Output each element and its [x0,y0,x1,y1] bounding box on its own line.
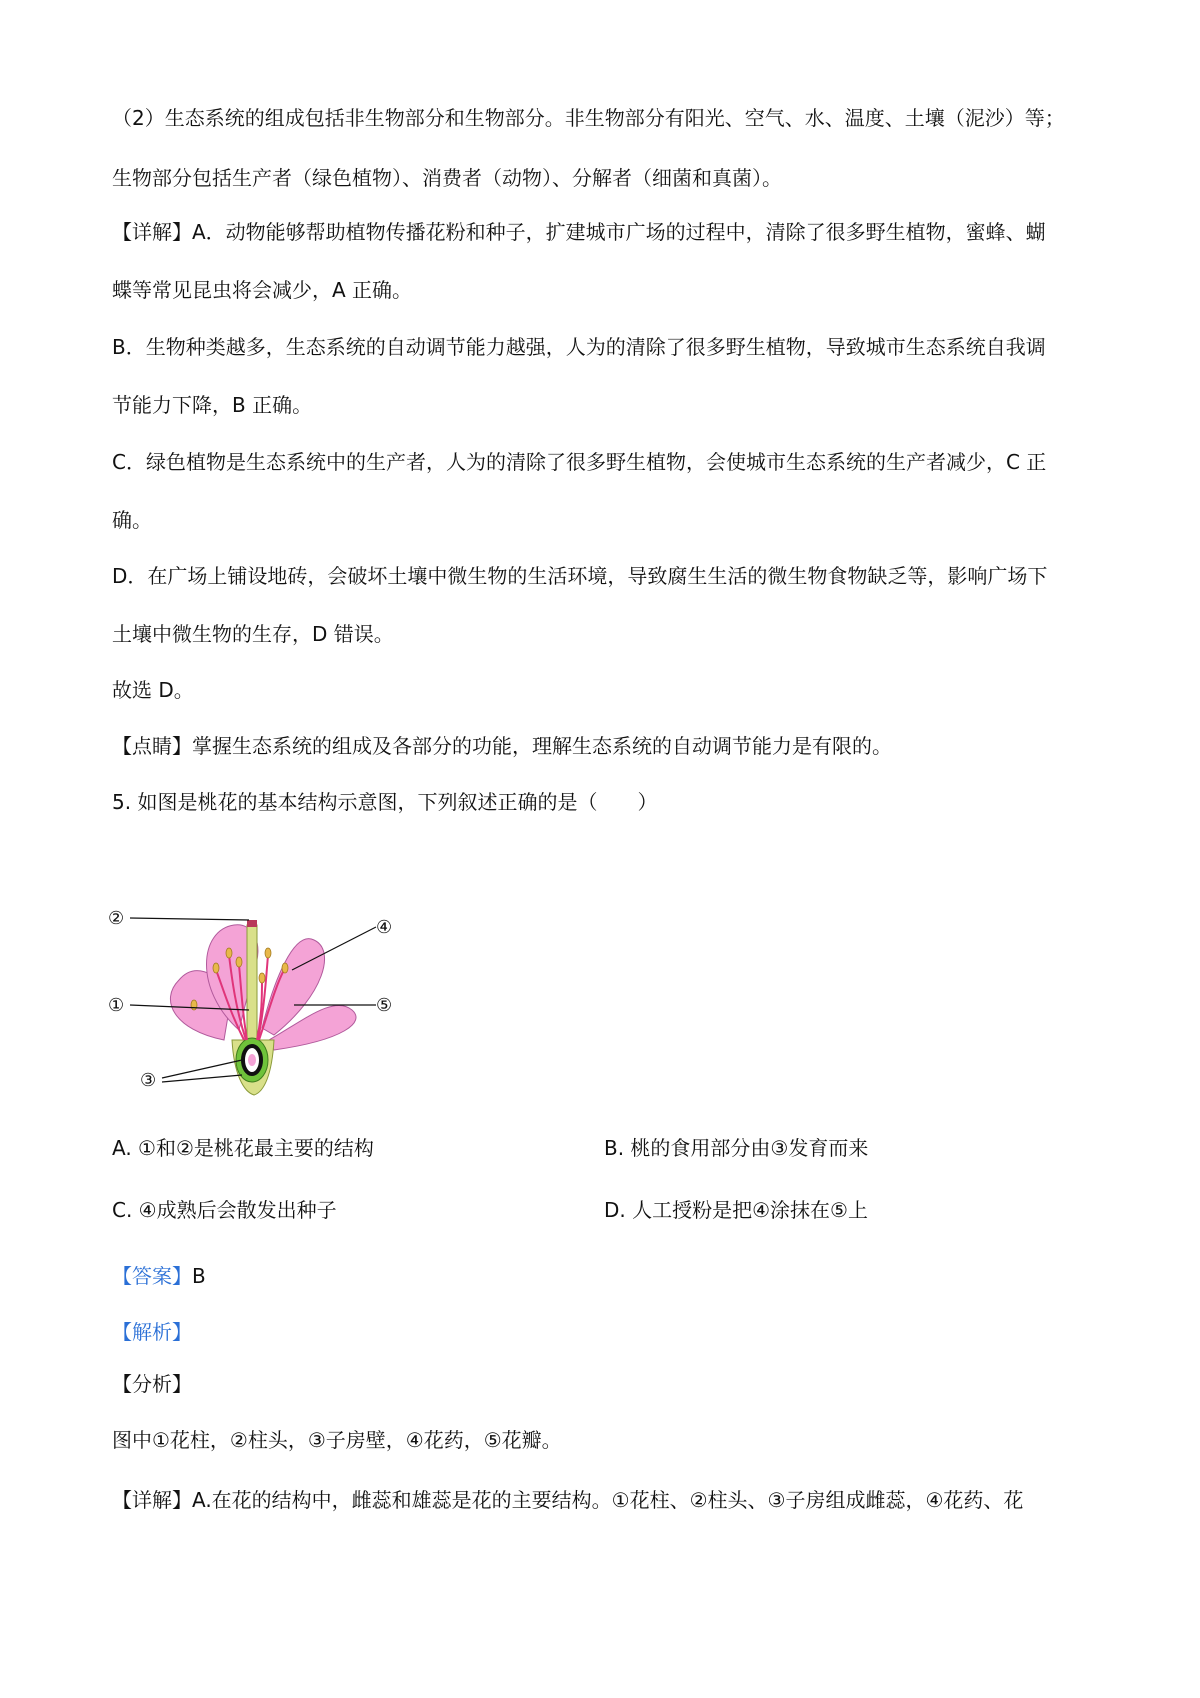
paragraph-line: C．绿色植物是生态系统中的生产者，人为的清除了很多野生植物，会使城市生态系统的生产者减少，C 正 [112,450,1047,474]
anther [226,948,232,958]
paragraph-line: 生物部分包括生产者（绿色植物）、消费者（动物）、分解者（细菌和真菌）。 [112,166,782,190]
paragraph-line: B．生物种类越多，生态系统的自动调节能力越强，人为的清除了很多野生植物，导致城市生态系统自我调 [112,335,1046,359]
paragraph-line: 【点睛】掌握生态系统的组成及各部分的功能，理解生态系统的自动调节能力是有限的。 [112,734,892,758]
paragraph-line: 【详解】A．动物能够帮助植物传播花粉和种子，扩建城市广场的过程中，清除了很多野生植物，蜜蜂、蝴 [112,220,1046,244]
leader-line [162,1075,242,1082]
anther [213,963,219,973]
label-5: ⑤ [376,995,393,1016]
analysis-line: 【详解】A.在花的结构中，雌蕊和雄蕊是花的主要结构。①花柱、②柱头、③子房组成雌蕊，④花药、花 [112,1488,1024,1512]
analysis-line: 图中①花柱，②柱头，③子房壁，④花药，⑤花瓣。 [112,1428,562,1452]
leader-line [162,1060,242,1078]
label-4: ④ [376,917,393,938]
paragraph-line: 土壤中微生物的生存，D 错误。 [112,622,394,646]
answer-line [112,1262,206,1290]
answer-tag: 【答案】 [112,1264,192,1288]
option-c: C. ④成熟后会散发出种子 [112,1198,337,1222]
analysis-tag: 【解析】 [112,1320,192,1344]
label-2: ② [108,908,125,929]
paragraph-line: 故选 D。 [112,678,194,702]
anther [265,948,271,958]
anther [236,957,242,967]
option-b: B. 桃的食用部分由③发育而来 [604,1136,869,1160]
paragraph-line: （2）生态系统的组成包括非生物部分和生物部分。非生物部分有阳光、空气、水、温度、土壤（泥沙）等； [112,106,1065,130]
option-d: D. 人工授粉是把④涂抹在⑤上 [604,1198,868,1222]
anther [259,973,265,983]
leader-line [130,918,249,920]
analysis-heading: 【分析】 [112,1372,192,1396]
answer-value: B [192,1264,206,1288]
option-a: A. ①和②是桃花最主要的结构 [112,1136,374,1160]
stigma [247,920,257,927]
paragraph-line: 确。 [112,508,152,532]
peach-flower-diagram [104,900,444,1100]
anther [282,963,288,973]
paragraph-line: 节能力下降，B 正确。 [112,393,313,417]
label-3: ③ [140,1070,157,1091]
anther [191,1000,197,1010]
question-stem: 5. 如图是桃花的基本结构示意图，下列叙述正确的是（ ） [112,790,658,814]
label-1: ① [108,995,125,1016]
paragraph-line: 蝶等常见昆虫将会减少，A 正确。 [112,278,413,302]
paragraph-line: D．在广场上铺设地砖，会破坏土壤中微生物的生活环境，导致腐生生活的微生物食物缺乏等，影响广场下 [112,564,1048,588]
ovule [248,1054,256,1066]
style-stalk [247,925,257,1040]
